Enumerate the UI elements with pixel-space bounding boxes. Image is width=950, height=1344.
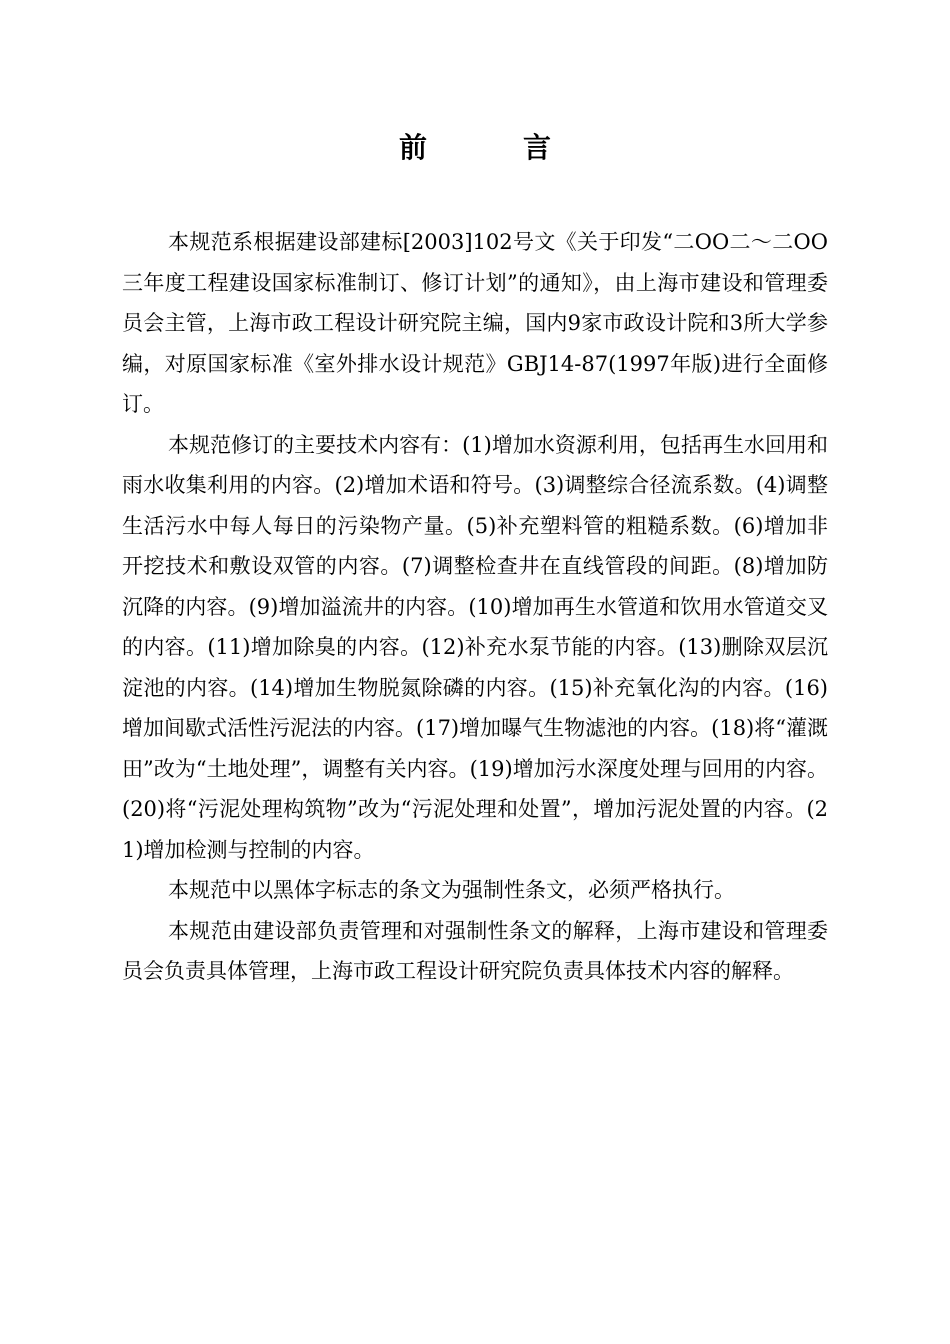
paragraph-technical-changes: 本规范修订的主要技术内容有：(1)增加水资源利用，包括再生水回用和雨水收集利用的内容。(2)增加术语和符号。(3)调整综合径流系数。(4)调整生活污水中每人每日的污染物产量。(5)补充塑料管的粗糙系数。(6)增加非开挖技术和敷设双管的内容。(7)调整检查井在直线管段的间距。(8)增加防沉降的内容。(9)增加溢流井的内容。(10)增加再生水管道和饮用水管道交叉的内容。(11)增加除臭的内容。(12)补充水泵节能的内容。(13)删除双层沉淀池的内容。(14)增加生物脱氮除磷的内容。(15)补充氧化沟的内容。(16)增加间歇式活性污泥法的内容。(17)增加曝气生物滤池的内容。(18)将“灌溉田”改为“土地处理”，调整有关内容。(19)增加污水深度处理与回用的内容。(20)将“污泥处理构筑物”改为“污泥处理和处置”，增加污泥处置的内容。(21)增加检测与控制的内容。 (122, 432, 828, 862)
paragraph-mandatory-provisions: 本规范中以黑体字标志的条文为强制性条文，必须严格执行。 (168, 878, 735, 902)
paragraph-management: 本规范由建设部负责管理和对强制性条文的解释，上海市建设和管理委员会负责具体管理，上海市政工程设计研究院负责具体技术内容的解释。 (122, 918, 828, 983)
paragraph-revision-basis: 本规范系根据建设部建标[2003]102号文《关于印发“二OO二～二OO三年度工程建设国家标准制订、修订计划”的通知》，由上海市建设和管理委员会主管，上海市政工程设计研究院主编，国内9家市政设计院和3所大学参编，对原国家标准《室外排水设计规范》GBJ14-87(1997年版)进行全面修订。 (122, 230, 828, 416)
page-title: 前 言 (398, 131, 585, 164)
preface-body (122, 222, 828, 992)
